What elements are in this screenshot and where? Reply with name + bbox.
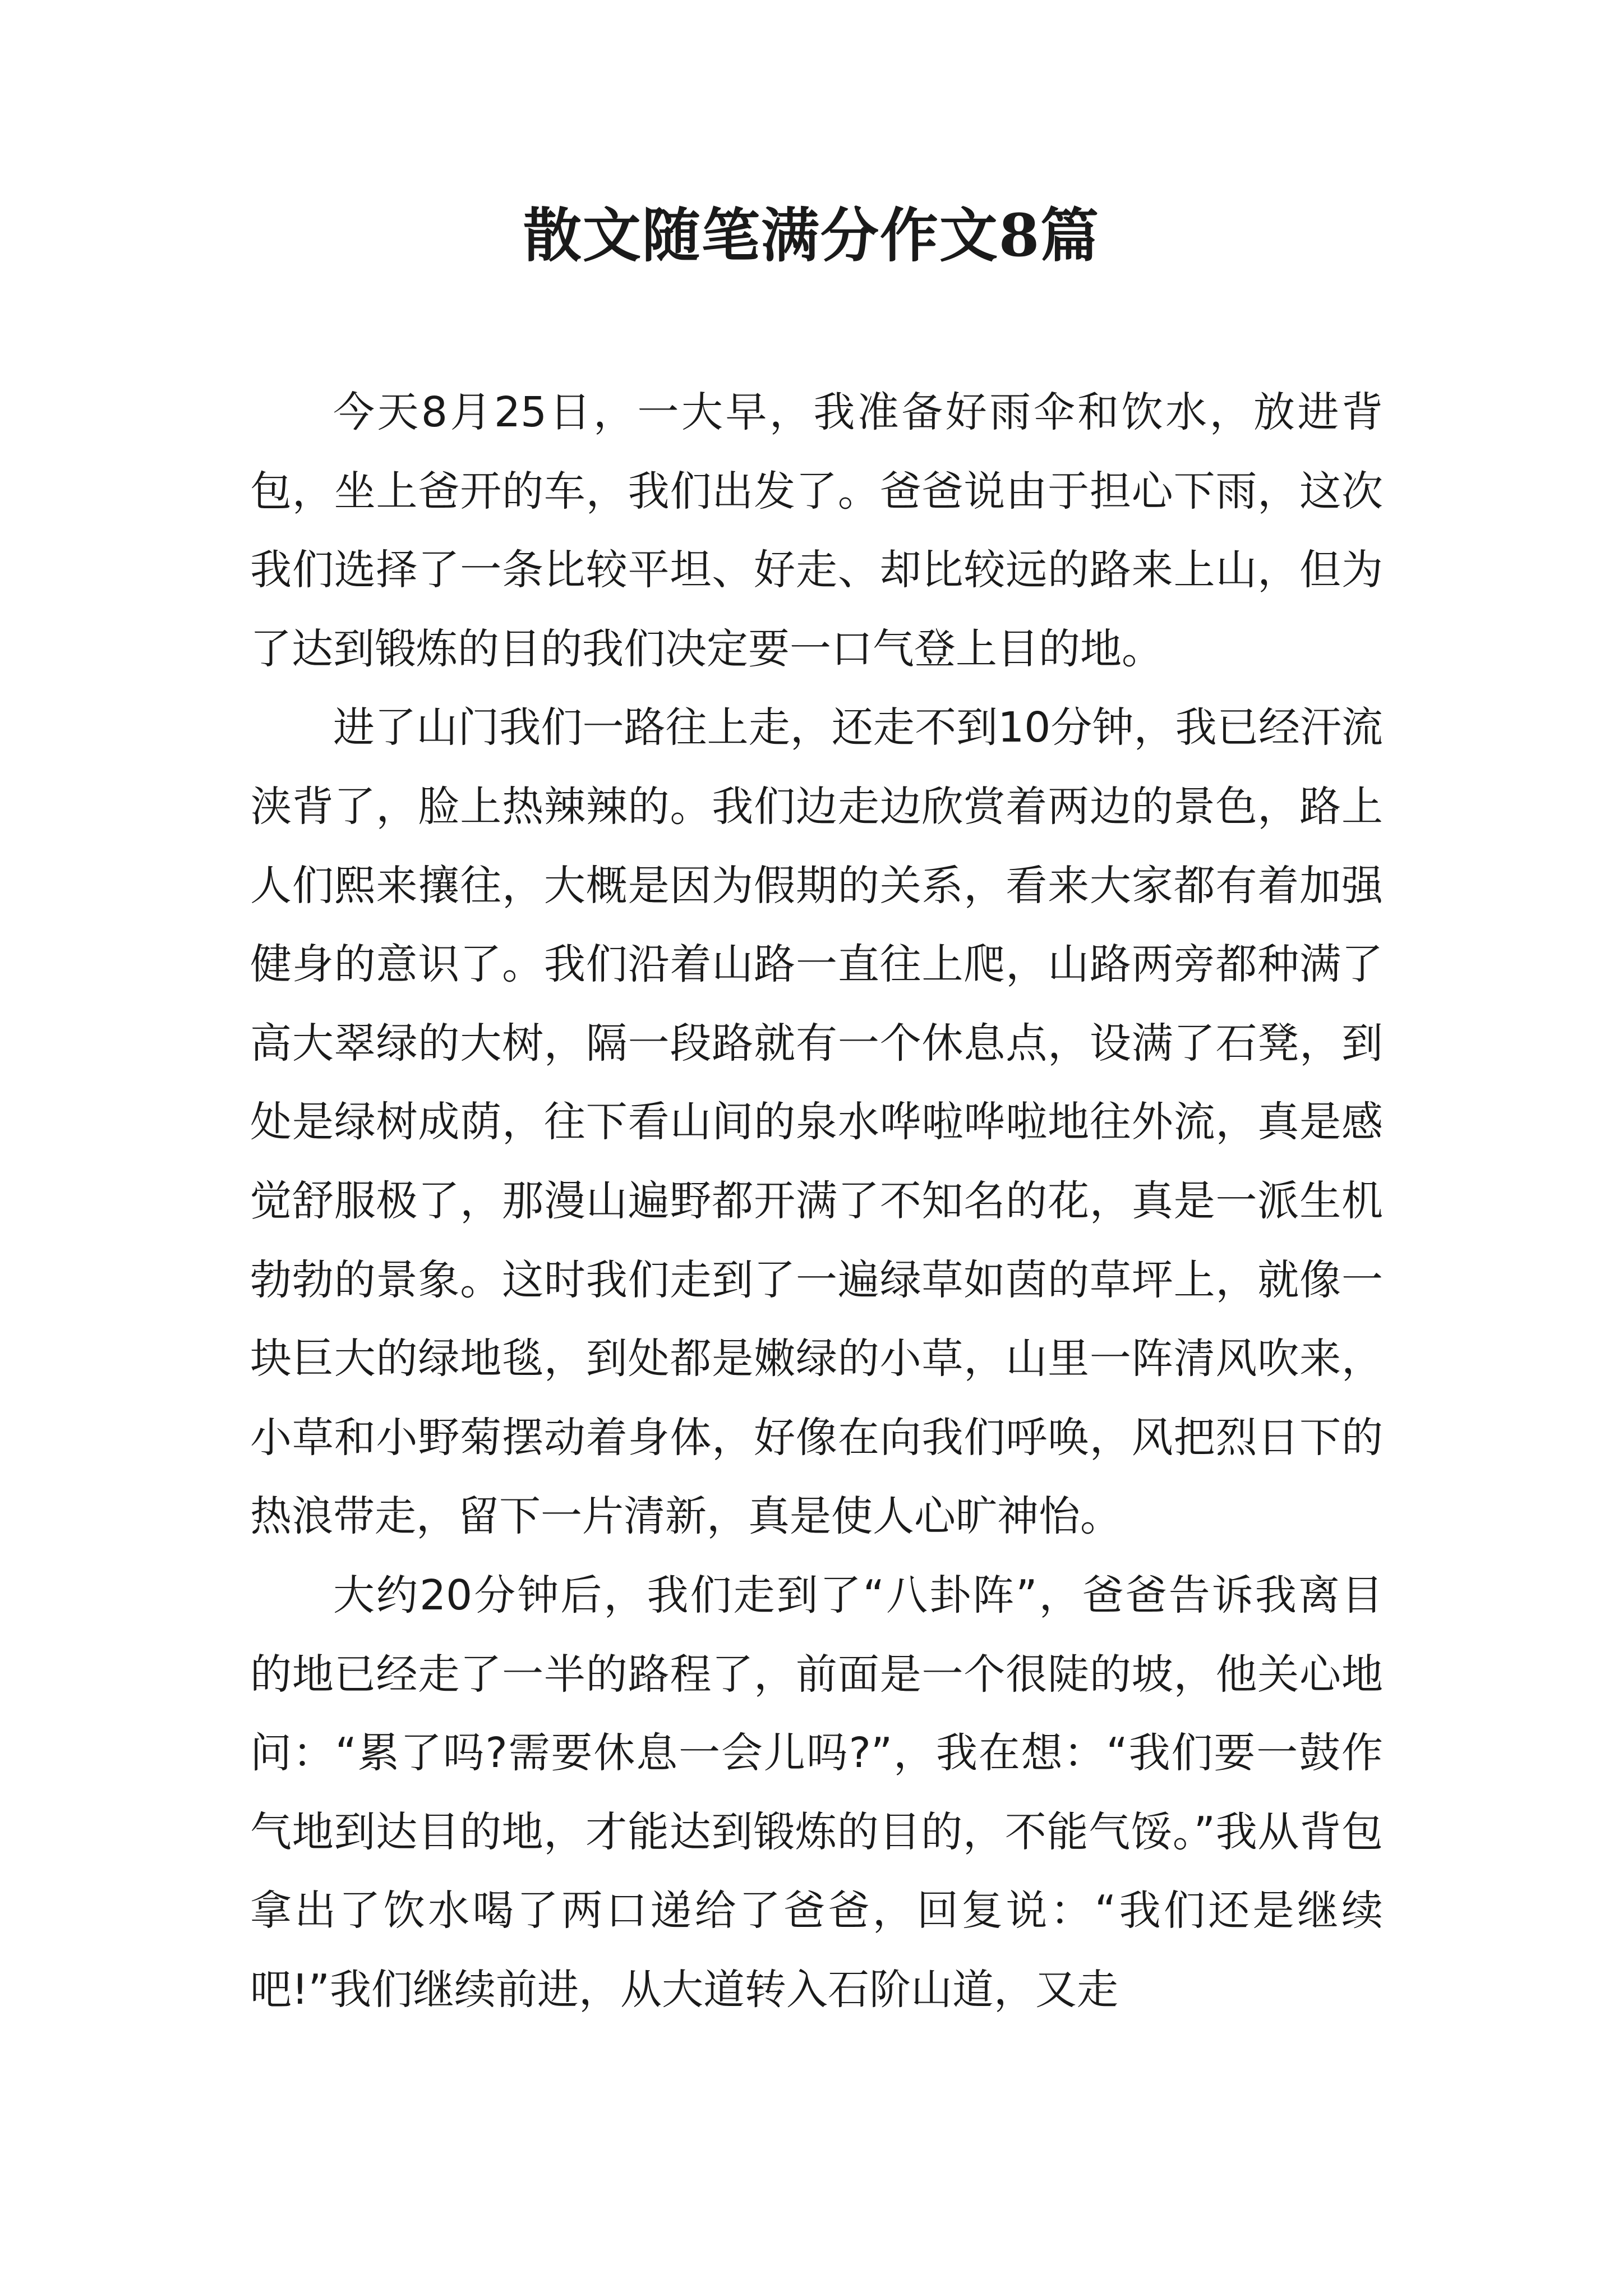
- paragraph-3: 大约20分钟后，我们走到了“八卦阵”，爸爸告诉我离目的地已经走了一半的路程了，前面是一个很陡的坡，他关心地问：“累了吗?需要休息一会儿吗?”，我在想：“我们要一鼓作气地到达目的地，才能达到锻炼的目的，不能气馁。”我从背包拿出了饮水喝了两口递给了爸爸，回复说：“我们还是继续吧!”我们继续前进，从大道转入石阶山道，又走: [250, 1571, 1383, 2014]
- document-title: 散文随笔满分作文8篇: [523, 201, 1100, 270]
- paragraph-1: 今天8月25日，一大早，我准备好雨伞和饮水，放进背包，坐上爸开的车，我们出发了。爸爸说由于担心下雨，这次我们选择了一条比较平坦、好走、却比较远的路来上山，但为了达到锻炼的目的我们决定要一口气登上目的地。: [250, 388, 1383, 673]
- document-body: [250, 373, 1383, 2029]
- paragraph-2: 进了山门我们一路往上走，还走不到10分钟，我已经汗流浃背了，脸上热辣辣的。我们边走边欣赏着两边的景色，路上人们熙来攘往，大概是因为假期的关系，看来大家都有着加强健身的意识了。我们沿着山路一直往上爬，山路两旁都种满了高大翠绿的大树，隔一段路就有一个休息点，设满了石凳，到处是绿树成荫，往下看山间的泉水哗啦哗啦地往外流，真是感觉舒服极了，那漫山遍野都开满了不知名的花，真是一派生机勃勃的景象。这时我们走到了一遍绿草如茵的草坪上，就像一块巨大的绿地毯，到处都是嫩绿的小草，山里一阵清风吹来，小草和小野菊摆动着身体，好像在向我们呼唤，风把烈日下的热浪带走，留下一片清新，真是使人心旷神怡。: [250, 703, 1383, 1541]
